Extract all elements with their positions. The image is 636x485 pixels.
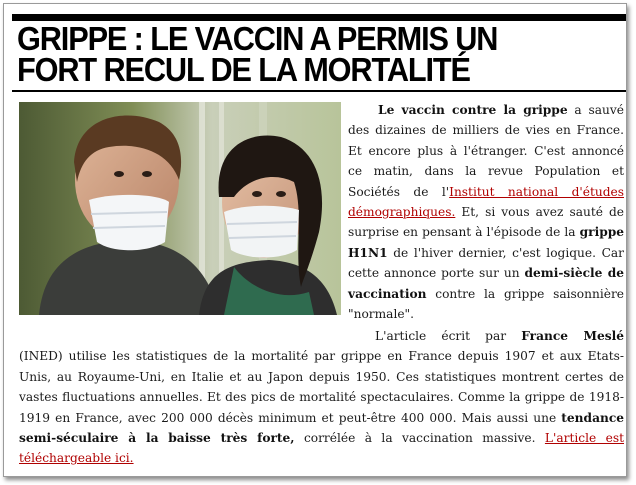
intro-bold-h1n1: grippe H1N1 [348,225,624,260]
trend-bold: tendance semi-séculaire à la baisse très forte, [19,410,624,446]
intro-text-3: de l'hiver dernier, c'est logique. Car cette annonce porte sur un [348,245,624,281]
headline-line-1: GRIPPE : LE VACCIN A PERMIS UN [17,20,498,57]
intro-text-2: Et, si vous avez sauté de surprise en pensant à l'épisode de la [348,205,624,240]
second-text-1: L'article écrit par [375,329,522,343]
second-text-3: corrélée à la vaccination massive. [294,431,545,446]
headline-line-2: FORT RECUL DE LA MORTALITÉ [17,51,470,88]
article-headline [17,20,584,88]
second-paragraph [19,326,624,469]
intro-bold-vaccine: Le vaccin contre la grippe [378,103,568,117]
download-link[interactable]: L'article est téléchargeable ici. [19,431,624,466]
intro-text-1: a sauvé des dizaines de milliers de vies en France. Et encore plus à l'étranger. C'est annoncé ce matin, dans la revue Population et Sociétés de l' [348,103,625,199]
headline-divider [12,90,627,92]
second-text-2: (INED) utilise les statistiques de la mortalité par grippe en France depuis 1907 et aux Etats-Unis, au Royaume-Uni, en Italie et au Japon depuis 1950. Ces statistiques montrent certes de vastes fluctuations annuelles. Et des pics de mortalité spectaculaires. Comme la grippe de 1918-1919 en France, avec 200 000 décès minimum et peut-être 400 000. Mais aussi une [19,349,624,425]
article-frame [3,3,627,477]
article-photo [19,102,341,315]
author-name: France Meslé [521,329,624,343]
intro-bold-half-century: demi-siècle de vaccination [348,266,625,301]
intro-paragraph [348,100,624,324]
masked-people-photo-icon [19,102,341,315]
intro-text-4: contre la grippe saisonnière "normale". [348,286,624,322]
ined-link[interactable]: Institut national d'études démographiques. [348,184,624,220]
